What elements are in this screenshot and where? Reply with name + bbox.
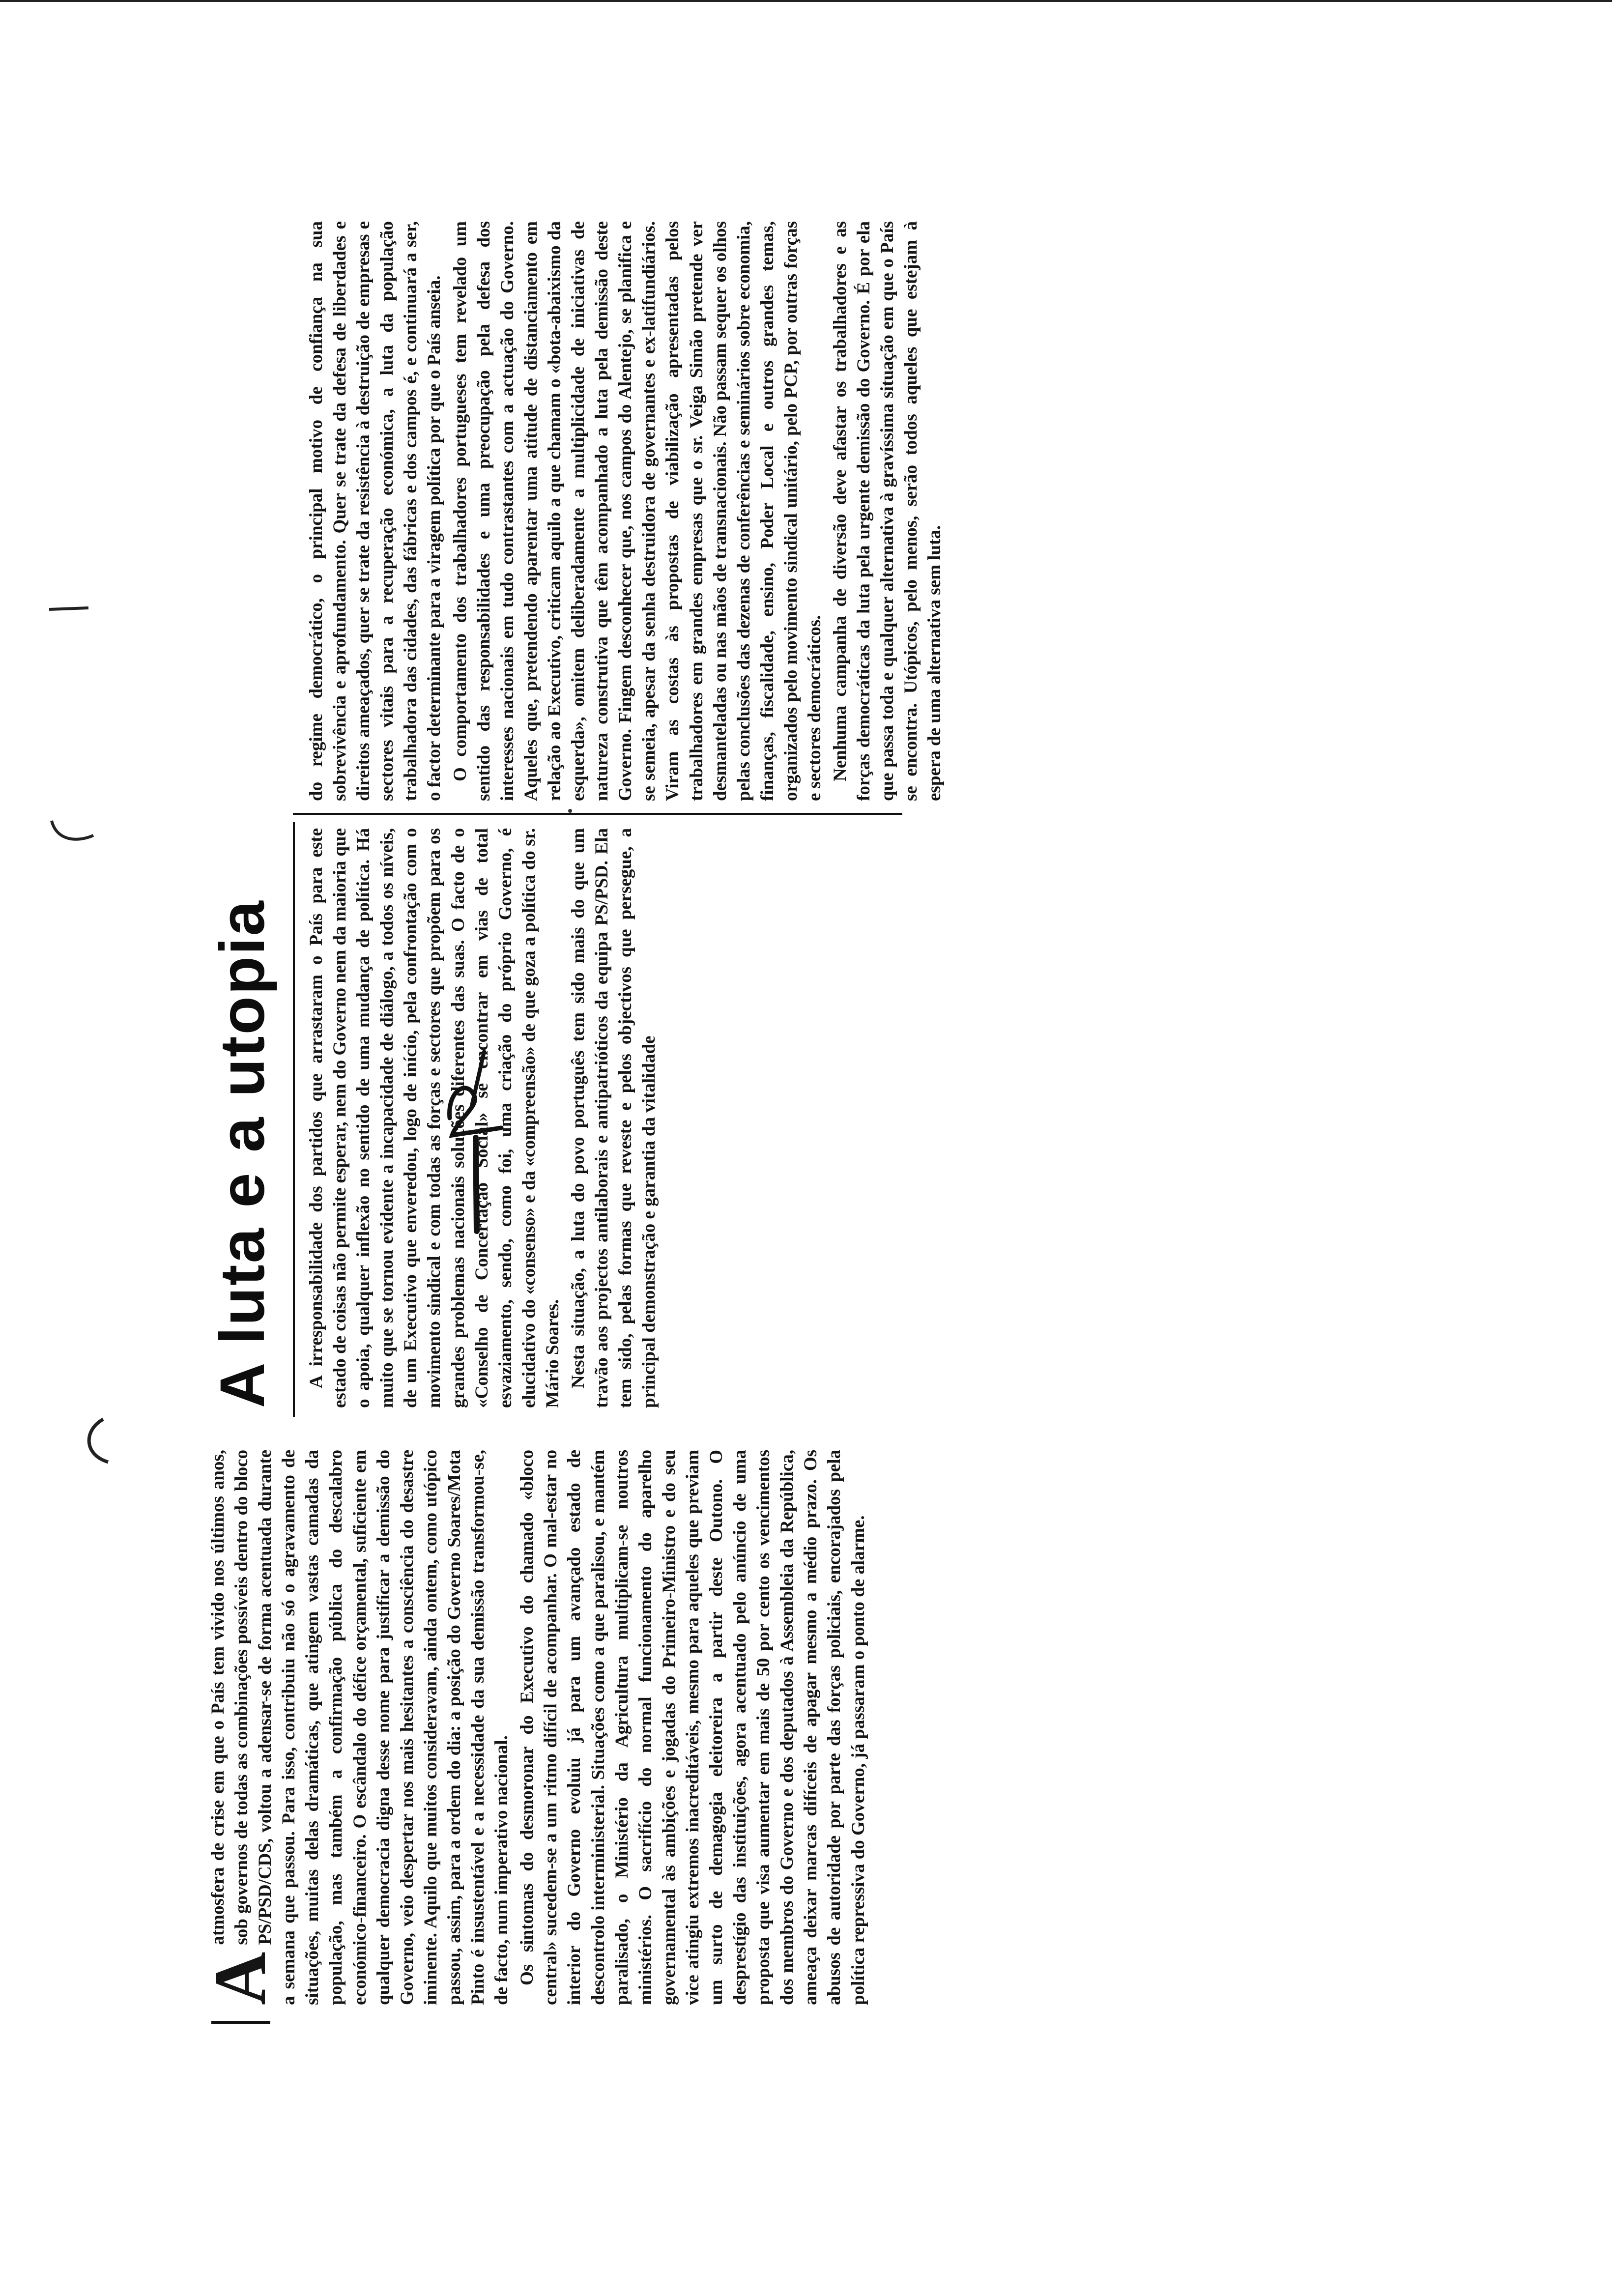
paragraph: Nenhuma campanha de diversão deve afastar os trabalhadores e as forças democráticas da luta pela urgente demissão do Governo. É por ela que passa toda e qualquer alternativa à gravíssima situação em que o País se encontra. Utópicos, pelo menos, serão todos aqueles que estejam à espera de uma alternativa sem luta. bbox=[830, 221, 945, 801]
column-rule bbox=[293, 822, 295, 1417]
column-rule bbox=[293, 813, 902, 815]
margin-mark-dash bbox=[47, 602, 91, 617]
drop-cap: A bbox=[200, 1952, 281, 2005]
page-top-border bbox=[0, 0, 1612, 2]
article-column-1 bbox=[200, 1450, 872, 2005]
lead-rule bbox=[211, 2021, 270, 2024]
article-column-3 bbox=[305, 221, 949, 801]
margin-mark-left bbox=[74, 1415, 118, 1469]
paragraph: do regime democrático, o principal motivo de confiança na sua sobrevivência e aprofundamento. Quer se trate da defesa de liberdades e direitos ameaçados, quer se trate da resistência à destruição de empresas e sectores vitais para a recuperação económica, a luta da população trabalhadora das cidades, das fábricas e dos campos é, e continuará a ser, o factor determinante para a viragem política por que o País anseia. bbox=[306, 221, 445, 801]
rotated-article bbox=[200, 187, 1533, 2005]
article-column-2 bbox=[305, 828, 663, 1408]
paragraph: Nesta situação, a luta do povo português tem sido mais do que um travão aos projectos antilaborais e antipatrióticos da equipa PS/PSD. Ela tem sido, pelas formas que reveste e pelos objectivos que persegue, a principal demonstração e garantia da vitalidade bbox=[568, 828, 660, 1408]
paragraph: Os sintomas do desmoronar do Executivo do chamado «bloco central» sucedem-se a um ritmo difícil de acompanhar. O mal-estar no interior do Governo evoluiu já para um avançado estado de descontrolo interministerial. Situações como a que paralisou, e mantém paralisado, o Ministério da Agricultura multiplicam-se noutros ministérios. O sacrifício do normal funcionamento do aparelho governamental às ambições e jogadas do Primeiro-Ministro e do seu vice atingiu extremos inacreditáveis, mesmo para aqueles que previam um surto de demagogia eleitoreira a partir deste Outono. O desprestígio das instituições, agora acentuado pelo anúncio de uma proposta que visa aumentar em mais de 50 por cento os vencimentos dos membros do Governo e dos deputados à Assembleia da República, ameaça deixar marcas difíceis de apagar mesmo a médio prazo. Os abusos de autoridade por parte das forças policiais, encorajados pela política repressiva do Governo, já passaram o ponto de alarme. bbox=[517, 1450, 868, 2005]
paragraph: A irresponsabilidade dos partidos que arrastaram o País para este estado de coisas não permite esperar, nem do Governo nem da maioria que o apoia, qualquer inflexão no sentido de uma mudança de política. Há muito que se tornou evidente a incapacidade de diálogo, a todos os níveis, de um Executivo que enveredou, logo de início, pela confrontação com o movimento sindical e com todas as forças e sectores que propõem para os grandes problemas nacionais soluções diferentes das suas. O facto de o «Conselho de Concertação Social» se encontrar em vias de total esvaziamento, sendo, como foi, uma criação do próprio Governo, é elucidativo do «consenso» e da «compreensão» de que goza a política do sr. Mário Soares. bbox=[306, 828, 563, 1408]
article-headline: A luta e a utopia bbox=[207, 899, 278, 1408]
margin-mark-curve bbox=[47, 816, 96, 855]
paragraph: atmosfera de crise em que o País tem vivido nos últimos anos, sob governos de todas as combinações possíveis dentro do bloco PS/PSD/CDS, voltou a adensar-se de forma acentuada durante a semana que passou. Para isso, contribuiu não só o agravamento de situações, muitas delas dramáticas, que atingem vastas camadas da população, mas também a confirmação pública do descalabro económico-financeiro. O escândalo do défice orçamental, suficiente em qualquer democracia digna desse nome para justificar a demissão do Governo, veio despertar nos mais hesitantes a consciência do desastre iminente. Aquilo que muitos consideravam, ainda ontem, como utópico passou, assim, para a ordem do dia: a posição do Governo Soares/Mota Pinto é insustentável e a necessidade da sua demissão transformou-se, de facto, num imperativo nacional. bbox=[208, 1450, 512, 2005]
paragraph: O comportamento dos trabalhadores portugueses tem revelado um sentido das responsabilidades e uma preocupação pela defesa dos interesses nacionais em tudo contrastantes com a actuação do Governo. Aqueles que, pretendendo aparentar uma atitude de distanciamento em relação ao Executivo, criticam aquilo a que chamam o «bota-abaixismo da esquerda», omitem deliberadamente a multiplicidade de iniciativas de natureza construtiva que têm acompanhado a luta pela demissão deste Governo. Fingem desconhecer que, nos campos do Alentejo, se planifica e se semeia, apesar da senha destruidora de governantes e ex-latifundiários. Viram as costas às propostas de viabilização apresentadas pelos trabalhadores em grandes empresas que o sr. Veiga Simão pretende ver desmanteladas ou nas mãos de transnacionais. Não passam sequer os olhos pelas conclusões das dezenas de conferências e seminários sobre economia, finanças, fiscalidade, ensino, Poder Local e outros grandes temas, organizados pelo movimento sindical unitário, pelo PCP, por outras forças e sectores democráticos. bbox=[450, 221, 825, 801]
